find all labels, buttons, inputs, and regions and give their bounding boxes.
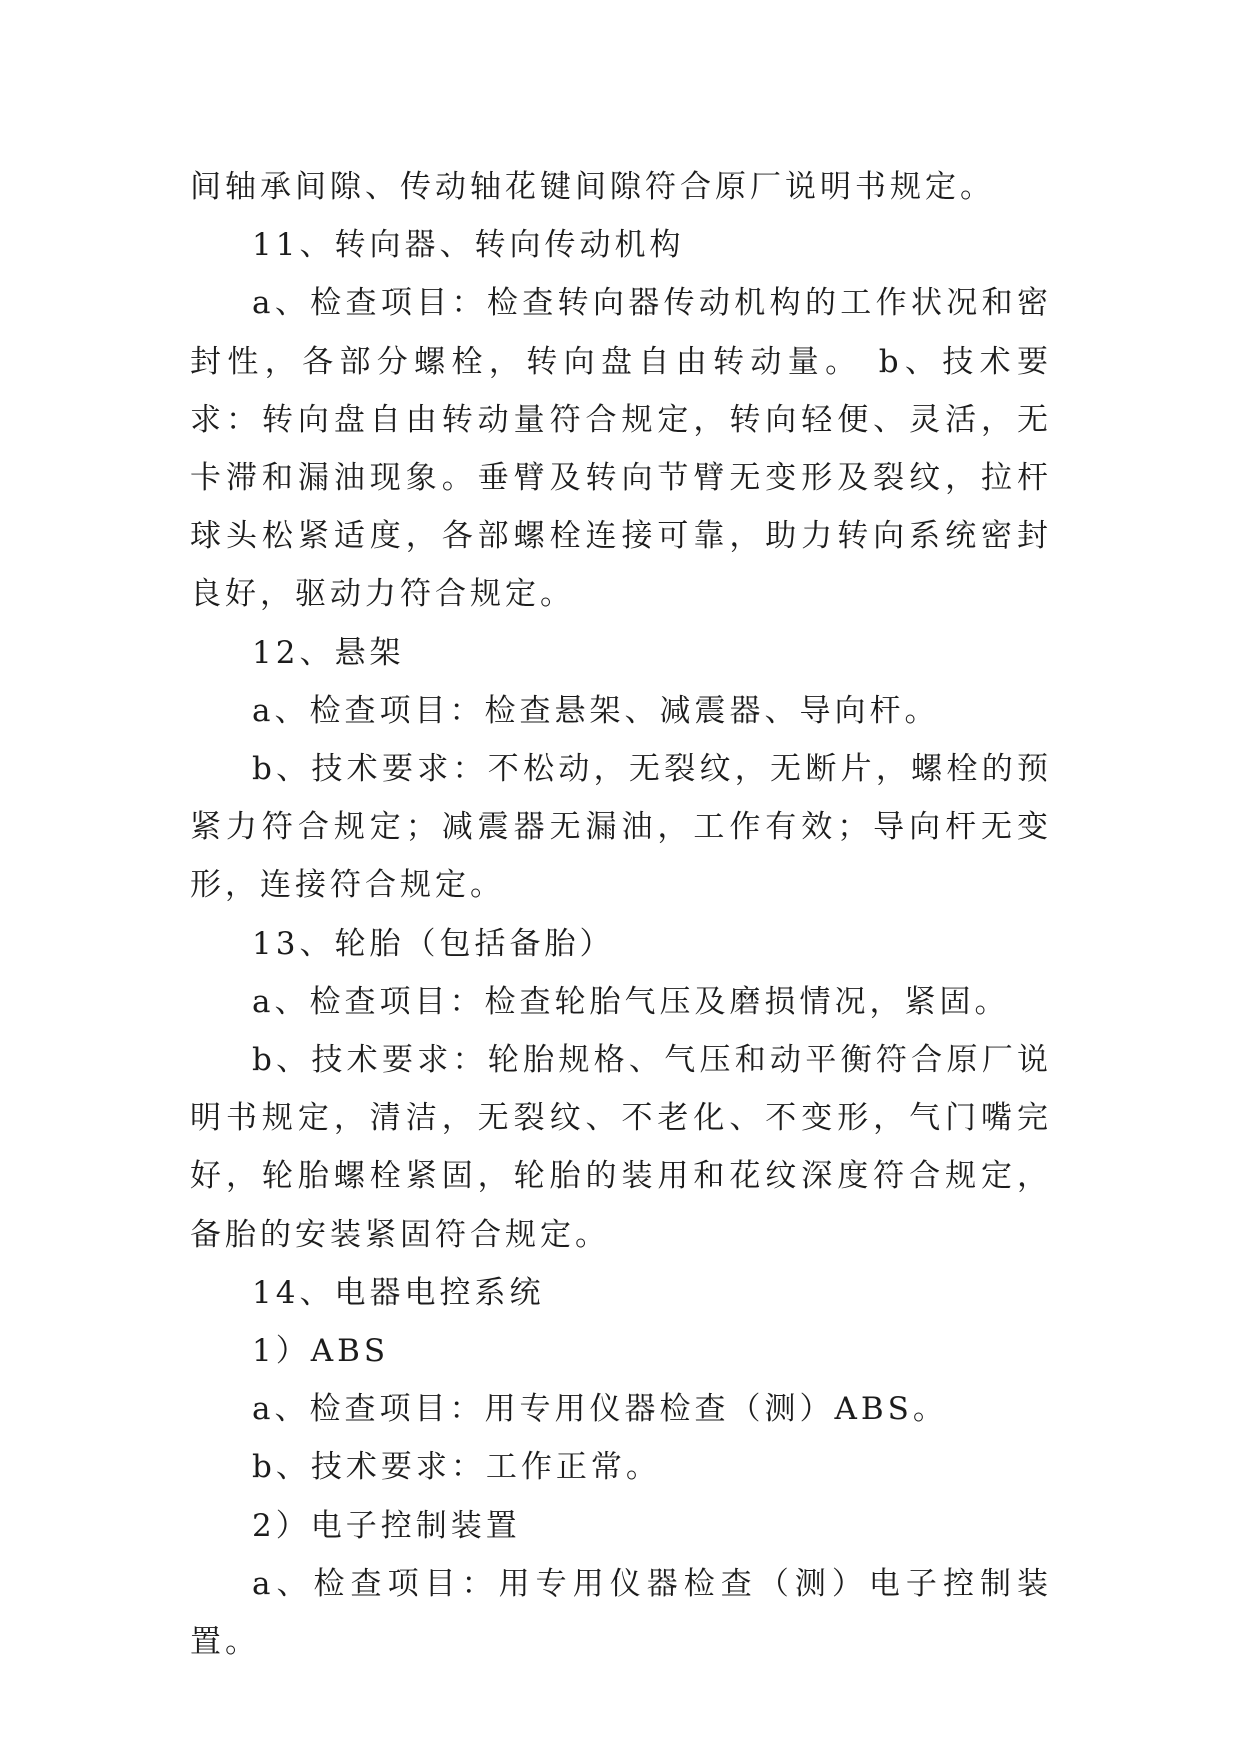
paragraph-tires-items: a、检查项目：检查轮胎气压及磨损情况，紧固。	[252, 983, 1010, 1020]
subheading-electronic-control: 2）电子控制装置	[252, 1507, 521, 1544]
heading-14-electrical: 14、电器电控系统	[252, 1274, 545, 1311]
paragraph-electronic-control-items: a、检查项目：用专用仪器检查（测）电子控制装置。	[190, 1565, 1052, 1661]
heading-11-steering: 11、转向器、转向传动机构	[252, 227, 685, 264]
heading-12-suspension: 12、悬架	[252, 634, 405, 671]
document-body	[190, 158, 1052, 1671]
subheading-abs: 1）ABS	[252, 1333, 390, 1370]
paragraph-suspension-requirements: b、技术要求：不松动，无裂纹，无断片，螺栓的预紧力符合规定；减震器无漏油，工作有效；导向杆无变形，连接符合规定。	[190, 751, 1052, 904]
paragraph-abs-items: a、检查项目：用专用仪器检查（测）ABS。	[252, 1391, 948, 1428]
paragraph-continuation: 间轴承间隙、传动轴花键间隙符合原厂说明书规定。	[190, 169, 995, 205]
heading-13-tires: 13、轮胎（包括备胎）	[252, 925, 615, 962]
paragraph-steering-requirements: a、检查项目：检查转向器传动机构的工作状况和密封性，各部分螺栓，转向盘自由转动量。 b、技术要求：转向盘自由转动量符合规定，转向轻便、灵活，无卡滞和漏油现象。垂臂及转向节臂无变形及裂纹，拉杆球头松紧适度，各部螺栓连接可靠，助力转向系统密封良好，驱动力符合规定。	[190, 285, 1052, 613]
paragraph-suspension-items: a、检查项目：检查悬架、减震器、导向杆。	[252, 692, 940, 729]
paragraph-abs-requirements: b、技术要求：工作正常。	[252, 1449, 661, 1486]
paragraph-tires-requirements: b、技术要求：轮胎规格、气压和动平衡符合原厂说明书规定，清洁，无裂纹、不老化、不变形，气门嘴完好，轮胎螺栓紧固，轮胎的装用和花纹深度符合规定，备胎的安装紧固符合规定。	[190, 1042, 1052, 1253]
